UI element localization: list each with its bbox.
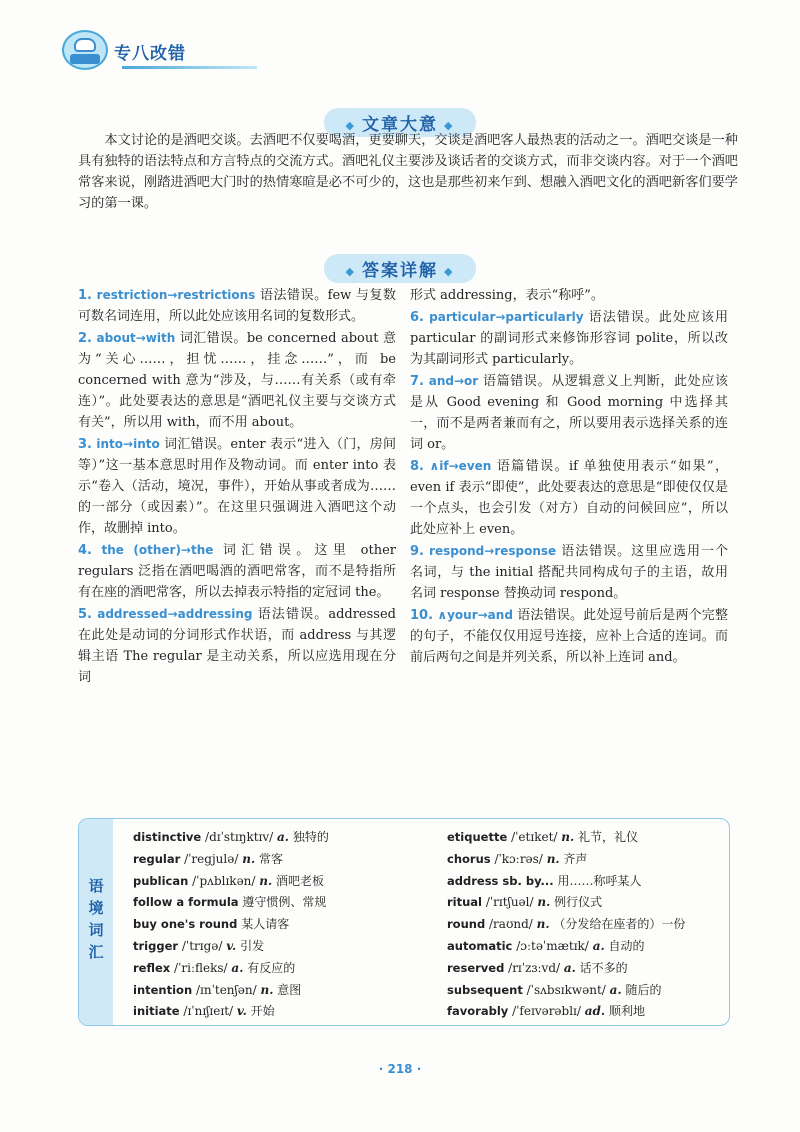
answer-item: 4. the (other)→the 词汇错误。这里 other regulars 泛指在酒吧喝酒的酒吧常客，而不是特指所有在座的酒吧常客，所以去掉表示特指的定冠词 the。 [78,543,396,600]
vocab-entry: initiate /ɪˈnɪʃɪeɪt/ v. 开始 [133,1004,275,1019]
summary-heading: ◆ 文章大意 ◆ [0,108,800,137]
vocab-entry: reserved /rɪˈzɜːvd/ a. 话不多的 [447,960,628,975]
vocab-entry: ritual /ˈrɪtʃuəl/ n. 例行仪式 [447,895,603,910]
answers-heading: ◆ 答案详解 ◆ [0,254,800,283]
answer-item: 3. into→into 词汇错误。enter 表示“进入（门，房间等）”这一基本意思时用作及物动词。而 enter into 表示“卷入（活动，境况，事件），开始从事或者成为……的一部分（或因素）”。在这里只强调进入酒吧这个动作，故删掉 into。 [78,437,397,536]
vocab-entry: favorably /ˈfeɪvərəblɪ/ ad. 顺利地 [447,1004,645,1019]
diamond-icon: ◆ [345,264,356,278]
answer-item: 6. particular→particularly 语法错误。此处应该用 particular 的副词形式来修饰形容词 polite，所以改为其副词形式 particularly。 [410,310,728,367]
vocab-entry: address sb. by... 用……称呼某人 [447,873,642,888]
vocab-entry: automatic /ɔːtəˈmætɪk/ a. 自动的 [447,938,645,953]
answer-item: 1. restriction→restrictions 语法错误。few 与复数可数名词连用，所以此处应该用名词的复数形式。 [78,288,396,324]
answer-item: 9. respond→response 语法错误。这里应选用一个名词，与 the initial 搭配共同构成句子的主语，故用名词 response 替换动词 respond。 [410,544,728,601]
answers-column-left [78,285,396,689]
page-header [62,30,202,74]
answers-column-right [410,285,728,669]
vocab-entry: buy one's round 某人请客 [133,917,290,932]
vocab-entry: etiquette /ˈetɪket/ n. 礼节，礼仪 [447,830,639,844]
vocab-list-left [133,827,433,1023]
diamond-icon: ◆ [345,118,356,132]
answer-item: 5. addressed→addressing 语法错误。addressed 在此处是动词的分词形式作状语，而 address 与其逻辑主语 The regular 是主动关系，所以应选用现在分词 [78,607,396,685]
answer-item: 10. ∧your→and 语法错误。此处逗号前后是两个完整的句子，不能仅仅用逗号连接，应补上合适的连词。而前后两句之间是并列关系，所以补上连词 and。 [410,608,728,665]
vocab-label: 语境词汇 [88,877,104,961]
vocab-entry: subsequent /ˈsʌbsɪkwənt/ a. 随后的 [447,982,662,997]
vocab-entry: regular /ˈregjulə/ n. 常客 [133,851,283,866]
vocab-entry: follow a formula 遵守惯例、常规 [133,895,327,910]
diamond-icon: ◆ [444,118,455,132]
answer-item: 2. about→with 词汇错误。be concerned about 意为“关心……，担忧……，挂念……”，而 be concerned with 意为“涉及，与……有关系（或有牵连）”。此处要表达的意思是“酒吧礼仪主要与交谈方式有关”，所以用 with，而不用 about。 [78,331,397,430]
vocab-list-right [447,827,727,1023]
vocab-entry: round /raʊnd/ n. （分发给在座者的）一份 [447,917,686,932]
page-number: · 218 · [378,1062,422,1076]
vocab-entry: publican /ˈpʌblɪkən/ n. 酒吧老板 [133,873,325,888]
header-underline [122,66,257,69]
vocab-box [78,818,730,1026]
header-title: 专八改错 [114,44,186,64]
vocab-entry: distinctive /dɪˈstɪŋktɪv/ a. 独特的 [133,830,329,844]
vocab-entry: reflex /ˈriːfleks/ a. 有反应的 [133,960,296,975]
vocab-entry: chorus /ˈkɔːrəs/ n. 齐声 [447,851,588,866]
vocab-entry: intention /ɪnˈtenʃən/ n. 意图 [133,982,302,997]
summary-text: 本文讨论的是酒吧交谈。去酒吧不仅要喝酒，更要聊天，交谈是酒吧客人最热衷的活动之一。酒吧交谈是一种具有独特的语法特点和方言特点的交流方式。酒吧礼仪主要涉及谈话者的交谈方式，而非交谈内容。对于一个酒吧常客来说，刚踏进酒吧大门时的热情寒暄是必不可少的，这也是那些初来乍到、想融入酒吧文化的酒吧新客们要学习的第一课。 [78,133,738,211]
answer-item: 7. and→or 语篇错误。从逻辑意义上判断，此处应该是从 Good evening 和 Good morning 中选择其一，而不是两者兼而有之，所以要用表示选择关系的连词 or。 [410,374,728,452]
answer-continuation: 形式 addressing，表示“称呼”。 [410,288,604,303]
vocab-entry: trigger /ˈtrɪgə/ v. 引发 [133,938,265,953]
answer-item: 8. ∧if→even 语篇错误。if 单独使用表示“如果”，even if 表示“即使”，此处要表达的意思是“即使仅仅是一个点头，也会引发（对方）自动的问候回应”，所以此处应补上 even。 [410,459,728,537]
diamond-icon: ◆ [444,264,455,278]
student-mascot-logo [62,30,108,70]
